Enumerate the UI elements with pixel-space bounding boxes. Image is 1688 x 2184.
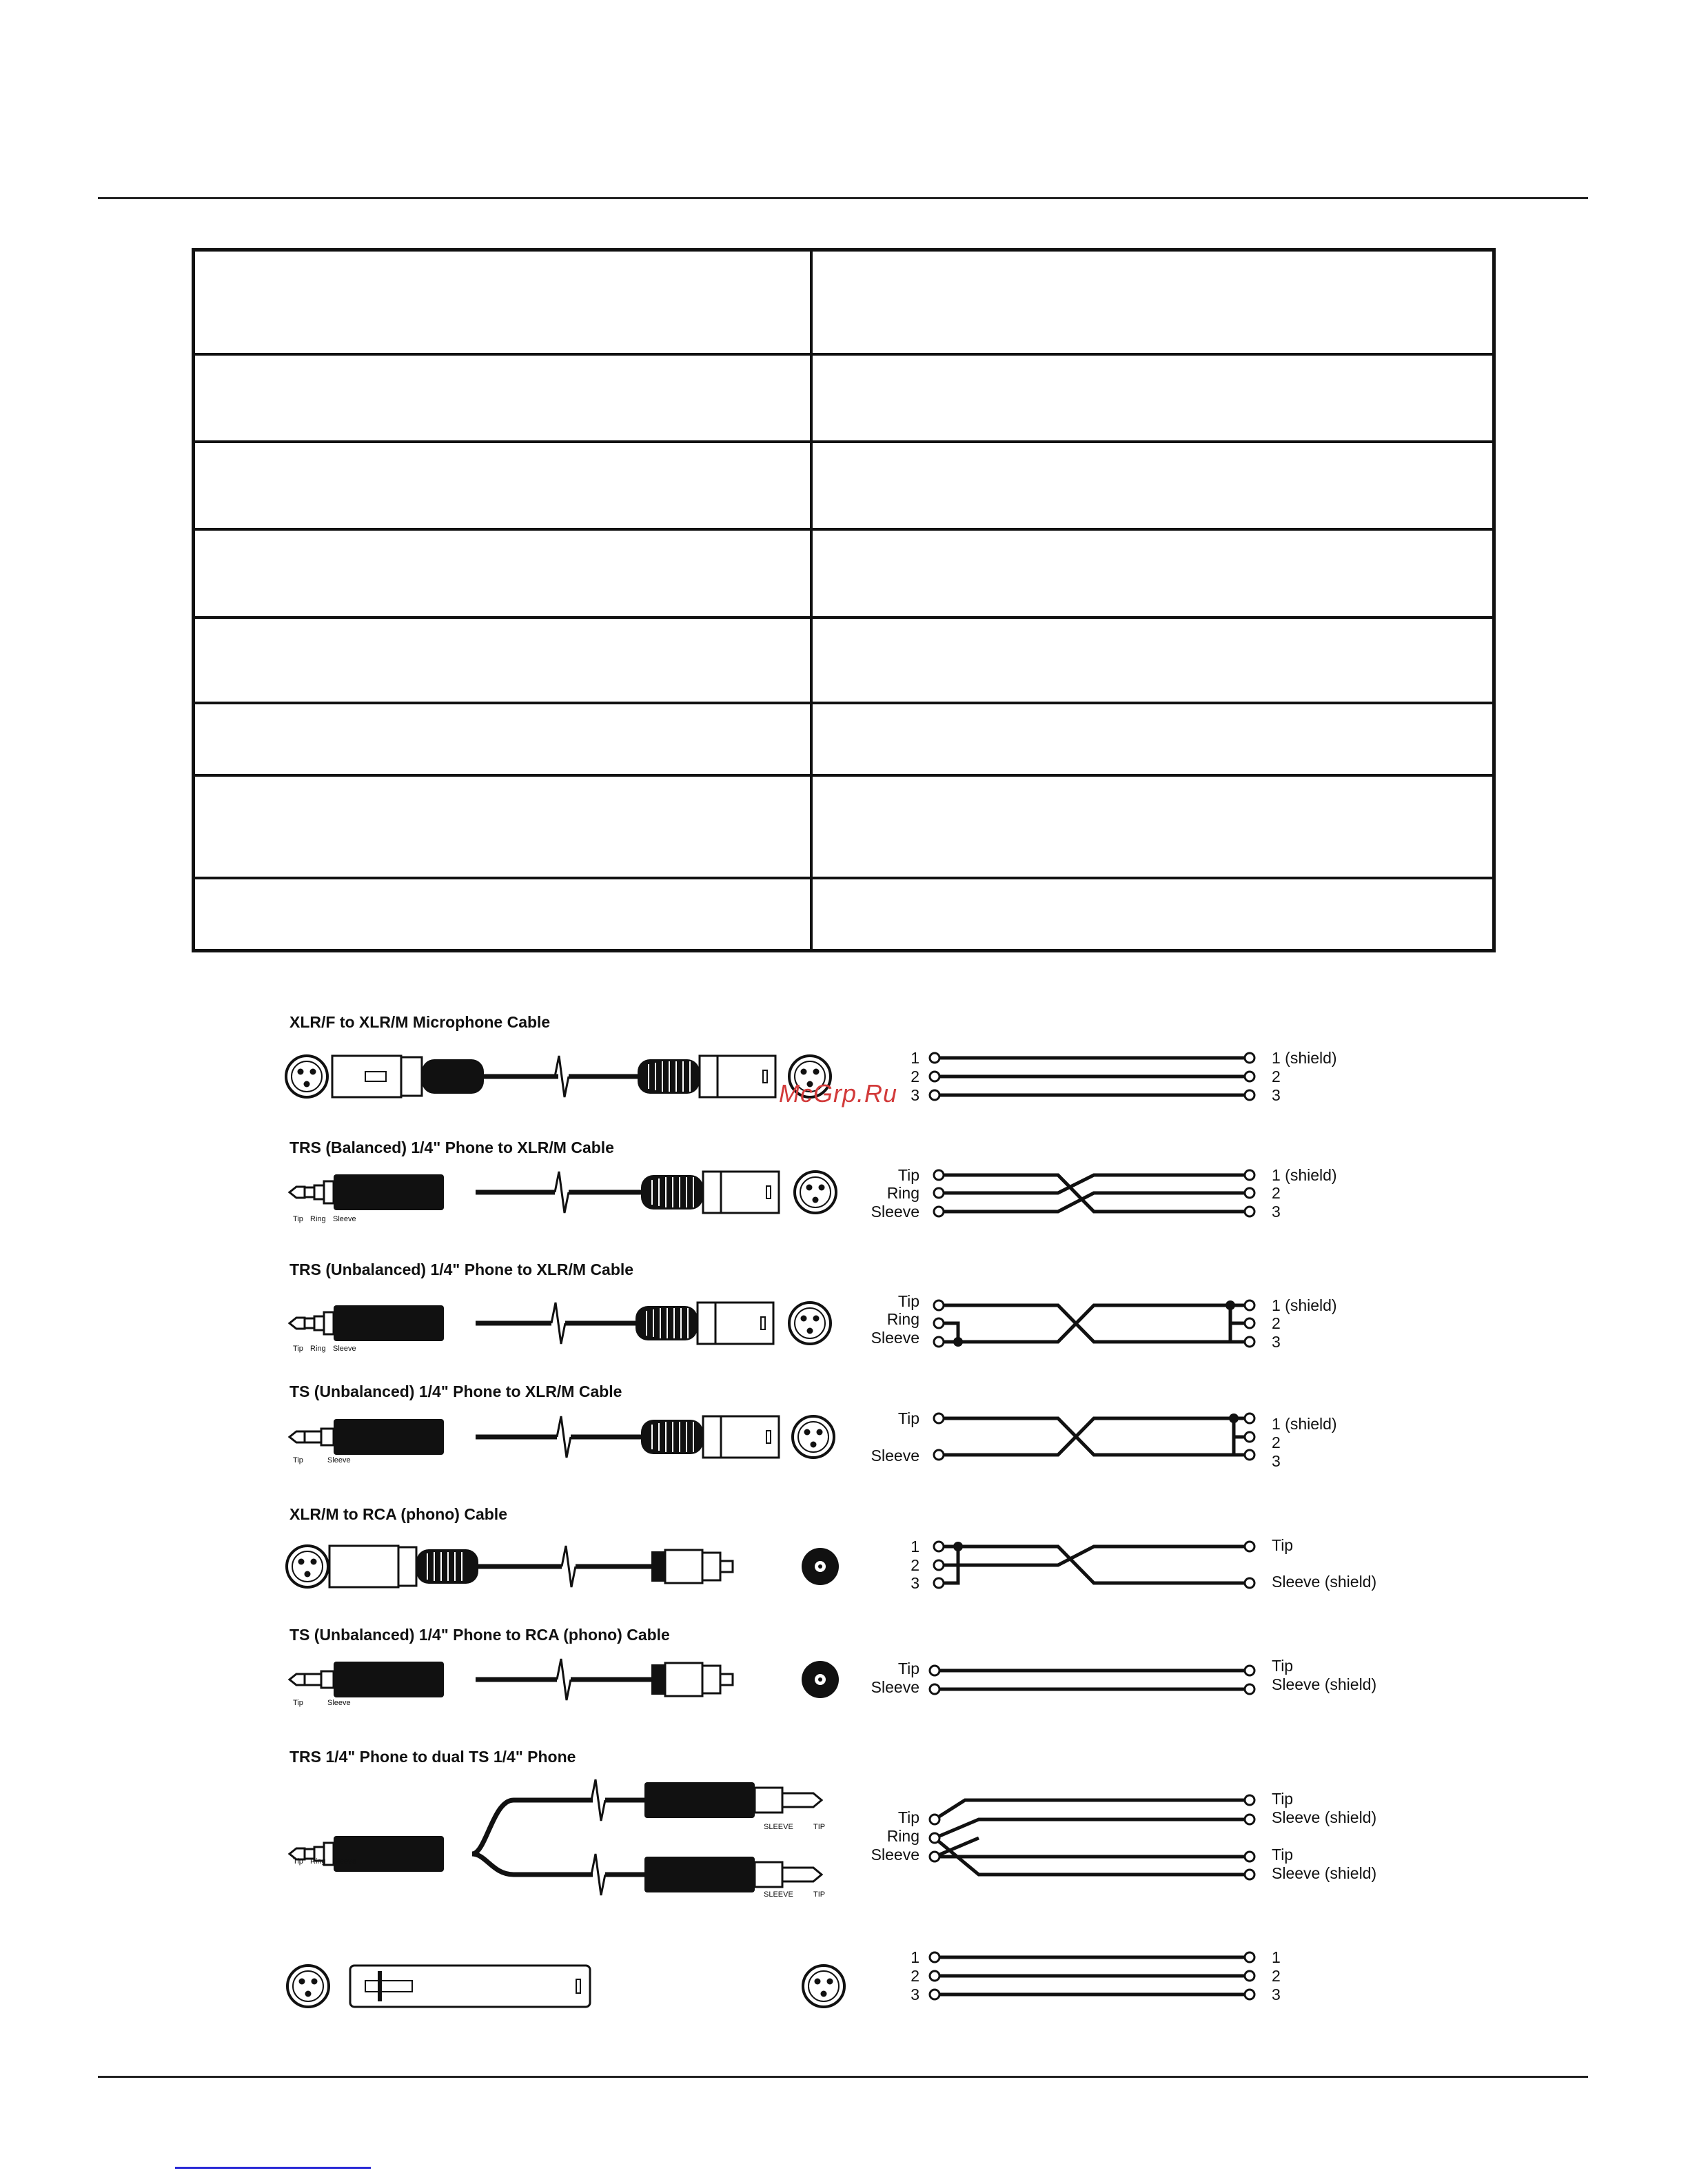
plug-label: TIP: [813, 1890, 826, 1899]
plug-label: Ring: [310, 1215, 326, 1223]
cable-xlr-rca: [287, 1546, 839, 1587]
cable-title-trs-bal-xlr: TRS (Balanced) 1/4" Phone to XLR/M Cable: [289, 1139, 614, 1156]
cable-xlr-xlr: [286, 1056, 831, 1097]
xlr-face-icon: [287, 1966, 329, 2007]
wire-label: 3: [1272, 1086, 1281, 1104]
wire-label: Tip: [897, 1808, 919, 1826]
xlr-face-icon: [286, 1056, 327, 1097]
wire-label: Sleeve (shield): [1272, 1864, 1377, 1882]
xlr-face-icon: [795, 1172, 836, 1213]
plug-label: Tip: [293, 1215, 303, 1223]
wire-label: Tip: [1272, 1846, 1294, 1864]
wire-label: 3: [911, 1986, 919, 2003]
wire-label: Tip: [1272, 1536, 1294, 1554]
wire-label: Tip: [1272, 1657, 1294, 1675]
ts-plug: [289, 1662, 444, 1697]
plug-label: Ring: [310, 1857, 326, 1866]
cable-xlr-adapter: [287, 1966, 844, 2007]
cable-title-ts-rca: TS (Unbalanced) 1/4" Phone to RCA (phono) Cable: [289, 1626, 670, 1644]
wire-label: 2: [1272, 1068, 1281, 1085]
wire-label: 2: [1272, 1433, 1281, 1451]
plug-label: Sleeve: [327, 1456, 351, 1464]
wire-label: 1: [911, 1948, 919, 1966]
plug-label: SLEEVE: [764, 1890, 793, 1899]
wire-label: 1: [911, 1538, 919, 1555]
trs-plug: [289, 1174, 444, 1210]
plug-label: Sleeve: [333, 1215, 356, 1223]
wire-label: 3: [1272, 1333, 1281, 1351]
plug-label: Tip: [293, 1456, 303, 1464]
wire-label: 2: [1272, 1314, 1281, 1332]
wire-label: Ring: [886, 1827, 919, 1845]
wire-label: Sleeve (shield): [1272, 1808, 1377, 1826]
wire-label: 1: [1272, 1948, 1281, 1966]
cable-ts-xlr: [289, 1416, 834, 1458]
wire-label: 2: [1272, 1184, 1281, 1202]
wire-label: Sleeve: [871, 1846, 919, 1864]
rca-plug: [651, 1663, 733, 1696]
plug-label: Tip: [293, 1345, 303, 1353]
wire-label: 2: [911, 1556, 919, 1574]
wire-label: Sleeve: [871, 1329, 919, 1347]
xlr-face-icon: [789, 1303, 831, 1344]
cable-title-trs-unbal-xlr: TRS (Unbalanced) 1/4" Phone to XLR/M Cable: [289, 1261, 634, 1278]
wire-label: Tip: [897, 1409, 919, 1427]
wire-label: Sleeve: [871, 1678, 919, 1696]
wire-label: Tip: [1272, 1790, 1294, 1808]
plug-label: Tip: [293, 1857, 303, 1866]
cable-title-trs-dual-ts: TRS 1/4" Phone to dual TS 1/4" Phone: [289, 1748, 576, 1766]
wire-label: 3: [1272, 1203, 1281, 1221]
wire-label: Sleeve: [871, 1203, 919, 1221]
xlr-face-icon: [287, 1546, 328, 1587]
wire-label: Ring: [886, 1310, 919, 1328]
wire-label: 2: [911, 1068, 919, 1085]
wire-label: 2: [1272, 1967, 1281, 1985]
wire-label: Tip: [897, 1166, 919, 1184]
trs-plug: [289, 1305, 444, 1341]
wire-label: Tip: [897, 1660, 919, 1677]
footer-link[interactable]: [175, 2167, 371, 2169]
cable-trs-bal-xlr: [289, 1172, 836, 1213]
trs-plug: [289, 1836, 444, 1872]
xlr-face-icon: [803, 1966, 844, 2007]
xlr-male-connector: [635, 1303, 773, 1344]
wire-label: Sleeve (shield): [1272, 1675, 1377, 1693]
cable-ts-rca: [289, 1659, 839, 1700]
cable-title-xlr-xlr: XLR/F to XLR/M Microphone Cable: [289, 1013, 551, 1031]
rca-plug: [651, 1550, 733, 1583]
wire-label: Ring: [886, 1184, 919, 1202]
wire-label: 3: [1272, 1452, 1281, 1470]
wire-label: 2: [911, 1967, 919, 1985]
watermark: McGrp.Ru: [779, 1079, 898, 1108]
wire-label: Sleeve: [871, 1447, 919, 1464]
plug-label: Tip: [293, 1699, 303, 1707]
cable-title-xlr-rca: XLR/M to RCA (phono) Cable: [289, 1505, 507, 1523]
xlr-male-connector: [638, 1056, 775, 1097]
cable-trs-dual-ts: [289, 1779, 822, 1895]
wiring-junctions: [953, 1300, 1239, 1551]
xlr-male-connector: [641, 1416, 779, 1458]
wire-label: 3: [1272, 1986, 1281, 2003]
wire-label: 1: [911, 1049, 919, 1067]
plug-label: Sleeve: [333, 1857, 356, 1866]
cable-title-ts-xlr: TS (Unbalanced) 1/4" Phone to XLR/M Cable: [289, 1382, 622, 1400]
rca-face-icon: [802, 1548, 839, 1585]
plug-label: Sleeve: [327, 1699, 351, 1707]
xlr-male-connector: [641, 1172, 779, 1213]
plug-label: Sleeve: [333, 1345, 356, 1353]
wire-label: 1 (shield): [1272, 1166, 1337, 1184]
wire-label: Sleeve (shield): [1272, 1573, 1377, 1591]
plug-label: Ring: [310, 1345, 326, 1353]
wire-label: 1 (shield): [1272, 1296, 1337, 1314]
wiring-diagrams: [935, 1058, 1250, 1994]
ts-plug: [289, 1419, 444, 1455]
bottom-rule: [98, 2076, 1588, 2078]
cable-trs-unbal-xlr: [289, 1303, 831, 1344]
xlr-face-icon: [793, 1416, 834, 1458]
wire-label: 3: [911, 1086, 919, 1104]
wire-label: Tip: [897, 1292, 919, 1310]
wire-label: 3: [911, 1574, 919, 1592]
plug-label: SLEEVE: [764, 1823, 793, 1831]
wire-label: 1 (shield): [1272, 1415, 1337, 1433]
wire-label: 1 (shield): [1272, 1049, 1337, 1067]
rca-face-icon: [802, 1661, 839, 1698]
plug-label: TIP: [813, 1823, 826, 1831]
